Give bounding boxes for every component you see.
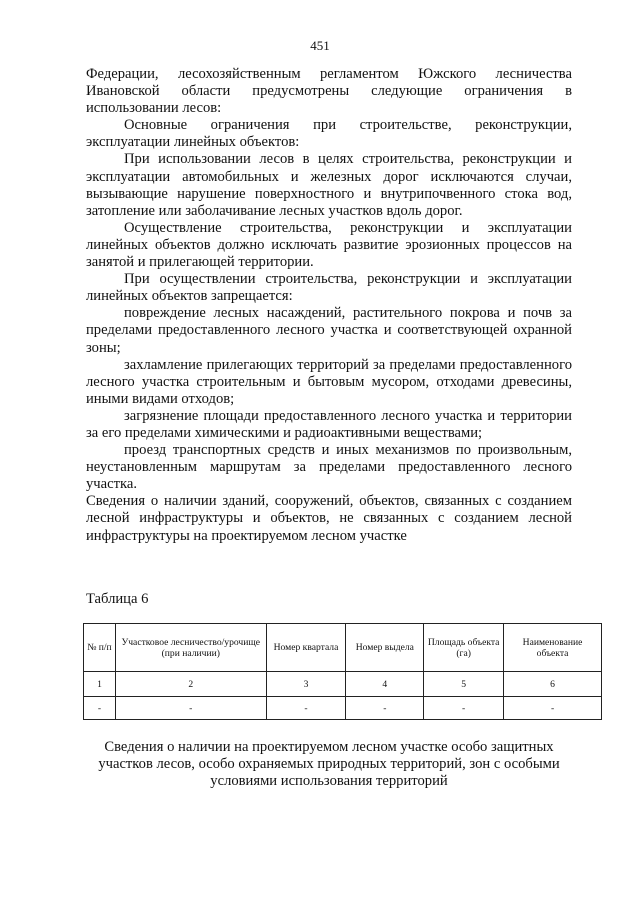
page-number: 451 (310, 38, 330, 53)
table-header-row (84, 624, 602, 672)
body-text (86, 66, 572, 545)
table-cell: - (346, 697, 424, 720)
table-cell: - (84, 697, 116, 720)
paragraph: загрязнение площади предоставленного лесного участка и территории за его пределами химическими и радиоактивными веществами; (86, 407, 572, 441)
paragraph: повреждение лесных насаждений, растительного покрова и почв за пределами предоставленного лесного участка и соответствующей охранной зоны; (86, 305, 572, 356)
column-header: Номер выдела (346, 624, 424, 672)
column-number-row (84, 672, 602, 697)
column-header: Наименование объекта (504, 624, 602, 672)
paragraph: захламление прилегающих территорий за пределами предоставленного лесного участка строительным и бытовым мусором, отходами древесины, иными видами отходов; (86, 356, 572, 407)
column-number: 6 (504, 672, 602, 697)
table-cell: - (424, 697, 504, 720)
column-number: 3 (266, 672, 346, 697)
column-number: 5 (424, 672, 504, 697)
table-cell: - (115, 697, 266, 720)
data-table (83, 623, 602, 720)
table-cell: - (266, 697, 346, 720)
column-header: № п/п (84, 624, 116, 672)
column-number: 2 (115, 672, 266, 697)
column-header: Площадь объекта (га) (424, 624, 504, 672)
paragraph: Федерации, лесохозяйственным регламентом Южского лесничества Ивановской области предусмотрены следующие ограничения в использовании лесов: (86, 66, 572, 117)
paragraph: Осуществление строительства, реконструкции и эксплуатации линейных объектов должно исключать развитие эрозионных процессов на занятой и прилегающей территории. (86, 219, 572, 271)
column-number: 1 (84, 672, 116, 697)
paragraph: проезд транспортных средств и иных механизмов по произвольным, неустановленным маршрутам за пределами предоставленного лесного участка. (86, 442, 572, 493)
table-row (84, 697, 602, 720)
table-cell: - (504, 697, 602, 720)
paragraph: Основные ограничения при строительстве, реконструкции, эксплуатации линейных объектов: (86, 117, 572, 151)
paragraph: При осуществлении строительства, реконструкции и эксплуатации линейных объектов запрещается: (86, 271, 572, 305)
paragraph: При использовании лесов в целях строительства, реконструкции и эксплуатации автомобильных и железных дорог исключаются случаи, вызывающие нарушение поверхностного и внутрипочвенного стока вод, затопление или заболачивание лесных участков вдоль дорог. (86, 151, 572, 219)
section-heading: Сведения о наличии зданий, сооружений, объектов, связанных с созданием лесной инфраструктуры и объектов, не связанных с созданием лесной инфраструктуры на проектируемом лесном участке (86, 493, 572, 544)
section-heading-bottom: Сведения о наличии на проектируемом лесном участке особо защитных участков лесов, особо охраняемых природных территорий, зон с особыми условиями использования территорий (98, 739, 560, 790)
column-number: 4 (346, 672, 424, 697)
column-header: Участковое лесничество/урочище (при наличии) (115, 624, 266, 672)
table-caption: Таблица 6 (86, 591, 149, 607)
column-header: Номер квартала (266, 624, 346, 672)
